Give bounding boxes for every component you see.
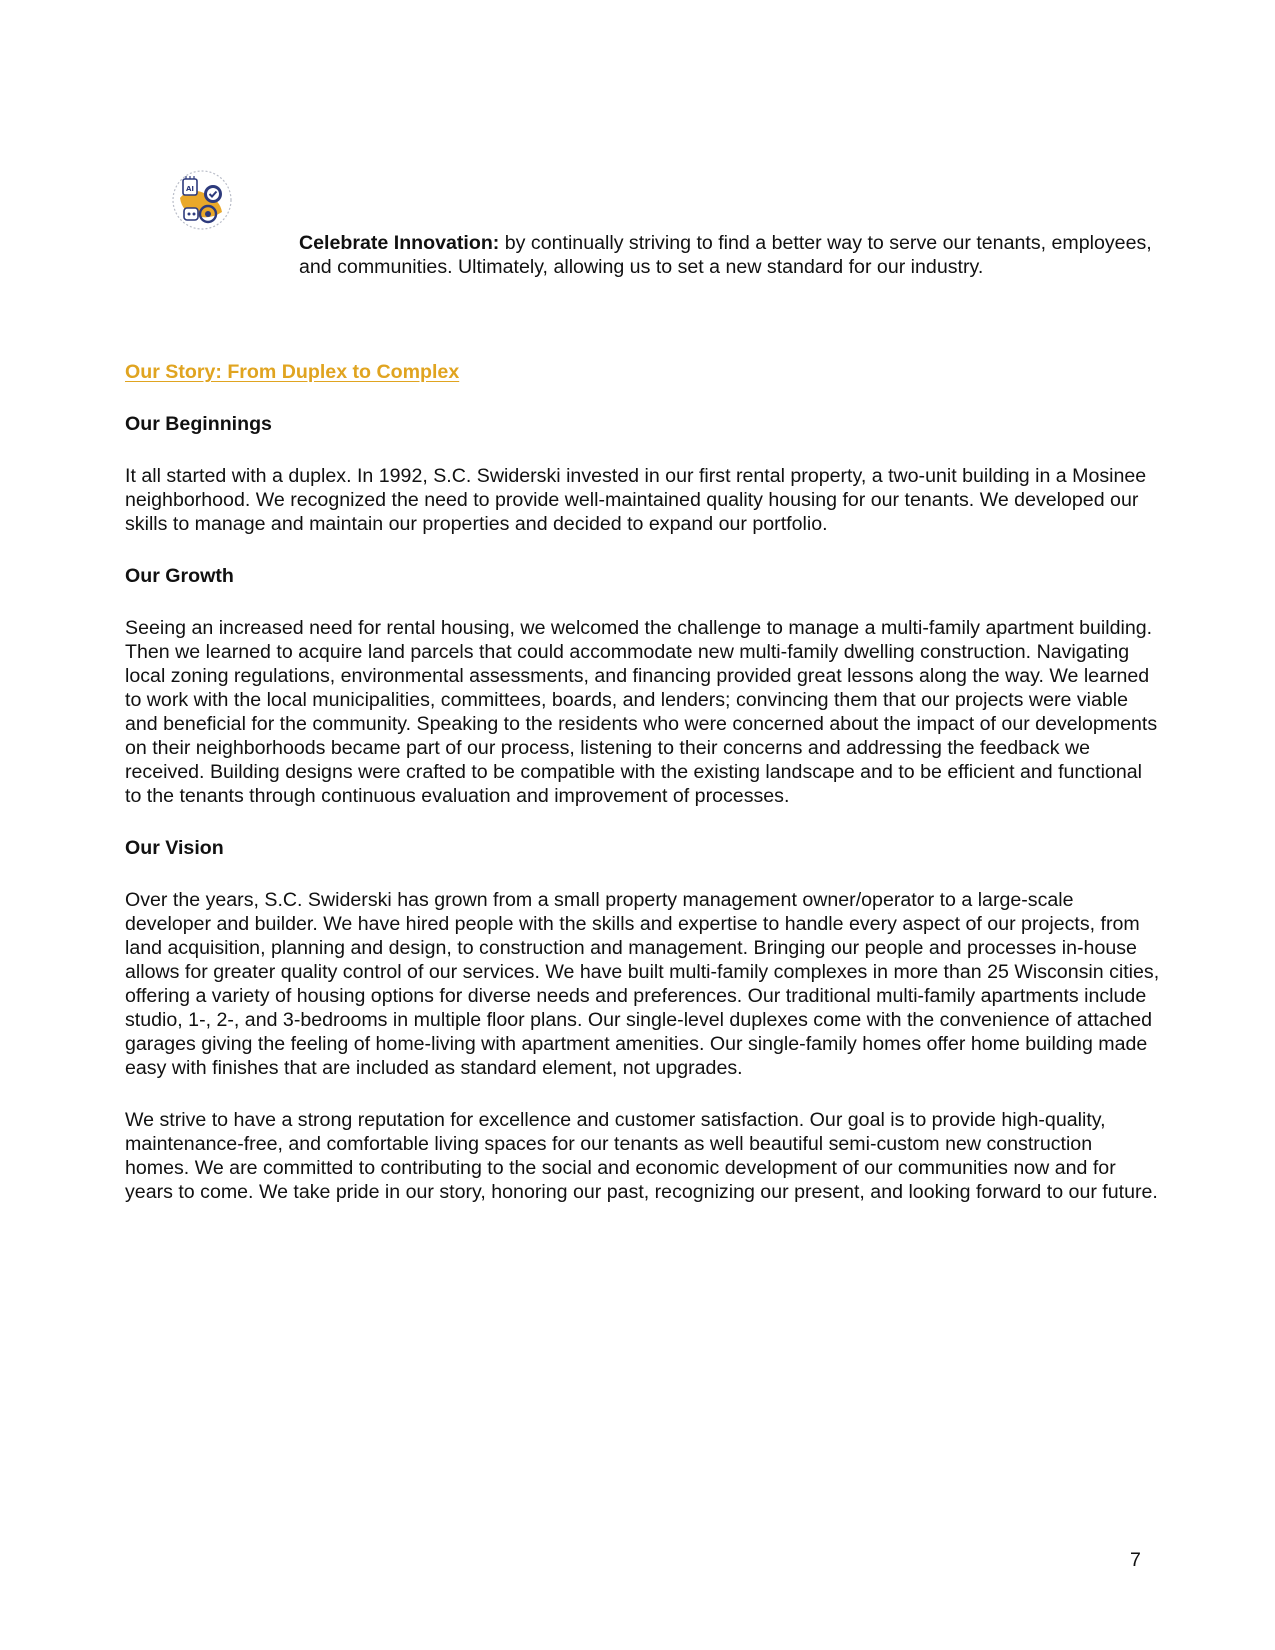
story-content [125, 360, 1160, 1204]
innovation-label: Celebrate Innovation: [299, 232, 500, 254]
heading-our-beginnings: Our Beginnings [125, 413, 272, 435]
heading-our-vision: Our Vision [125, 837, 224, 859]
page-number: 7 [1130, 1549, 1141, 1571]
heading-our-growth: Our Growth [125, 565, 234, 587]
innovation-text: by continually striving to find a better way to serve our tenants, employees, and communities. Ultimately, allowing us to set a new standard for our industry. [299, 232, 1152, 278]
paragraph-our-vision-2: We strive to have a strong reputation for excellence and customer satisfaction. Our goal is to provide high-quality, maintenance-free, and comfortable living spaces for our tenants as well beautiful semi-custom new construction homes. We are committed to contributing to the social and economic development of our communities now and for years to come. We take pride in our story, honoring our past, recognizing our present, and looking forward to our future. [125, 1109, 1158, 1203]
story-title-link[interactable]: Our Story: From Duplex to Complex [125, 361, 460, 383]
paragraph-our-beginnings: It all started with a duplex. In 1992, S.C. Swiderski invested in our first rental property, a two-unit building in a Mosinee neighborhood. We recognized the need to provide well-maintained quality housing for our tenants. We developed our skills to manage and maintain our properties and decided to expand our portfolio. [125, 465, 1147, 535]
paragraph-our-vision-1: Over the years, S.C. Swiderski has grown from a small property management owner/operator to a large-scale developer and builder. We have hired people with the skills and expertise to handle every aspect of our projects, from land acquisition, planning and design, to construction and management. Bringing our people and processes in-house allows for greater quality control of our services. We have built multi-family complexes in more than 25 Wisconsin cities, offering a variety of housing options for diverse needs and preferences. Our traditional multi-family apartments include studio, 1-, 2-, and 3-bedrooms in multiple floor plans. Our single-level duplexes come with the convenience of attached garages giving the feeling of home-living with apartment amenities. Our single-family homes offer home building made easy with finishes that are included as standard element, not upgrades. [125, 889, 1160, 1079]
paragraph-our-growth: Seeing an increased need for rental housing, we welcomed the challenge to manage a multi-family apartment building. Then we learned to acquire land parcels that could accommodate new multi-family dwelling construction. Navigating local zoning regulations, environmental assessments, and financing provided great lessons along the way. We learned to work with the local municipalities, committees, boards, and lenders; convincing them that our projects were viable and beneficial for the community. Speaking to the residents who were concerned about the impact of our developments on their neighborhoods became part of our process, listening to their concerns and addressing the feedback we received. Building designs were crafted to be compatible with the existing landscape and to be efficient and functional to the tenants through continuous evaluation and improvement of processes. [125, 617, 1158, 807]
innovation-paragraph [299, 231, 1159, 279]
innovation-icon [170, 168, 234, 232]
chip-label: AI [185, 185, 195, 193]
